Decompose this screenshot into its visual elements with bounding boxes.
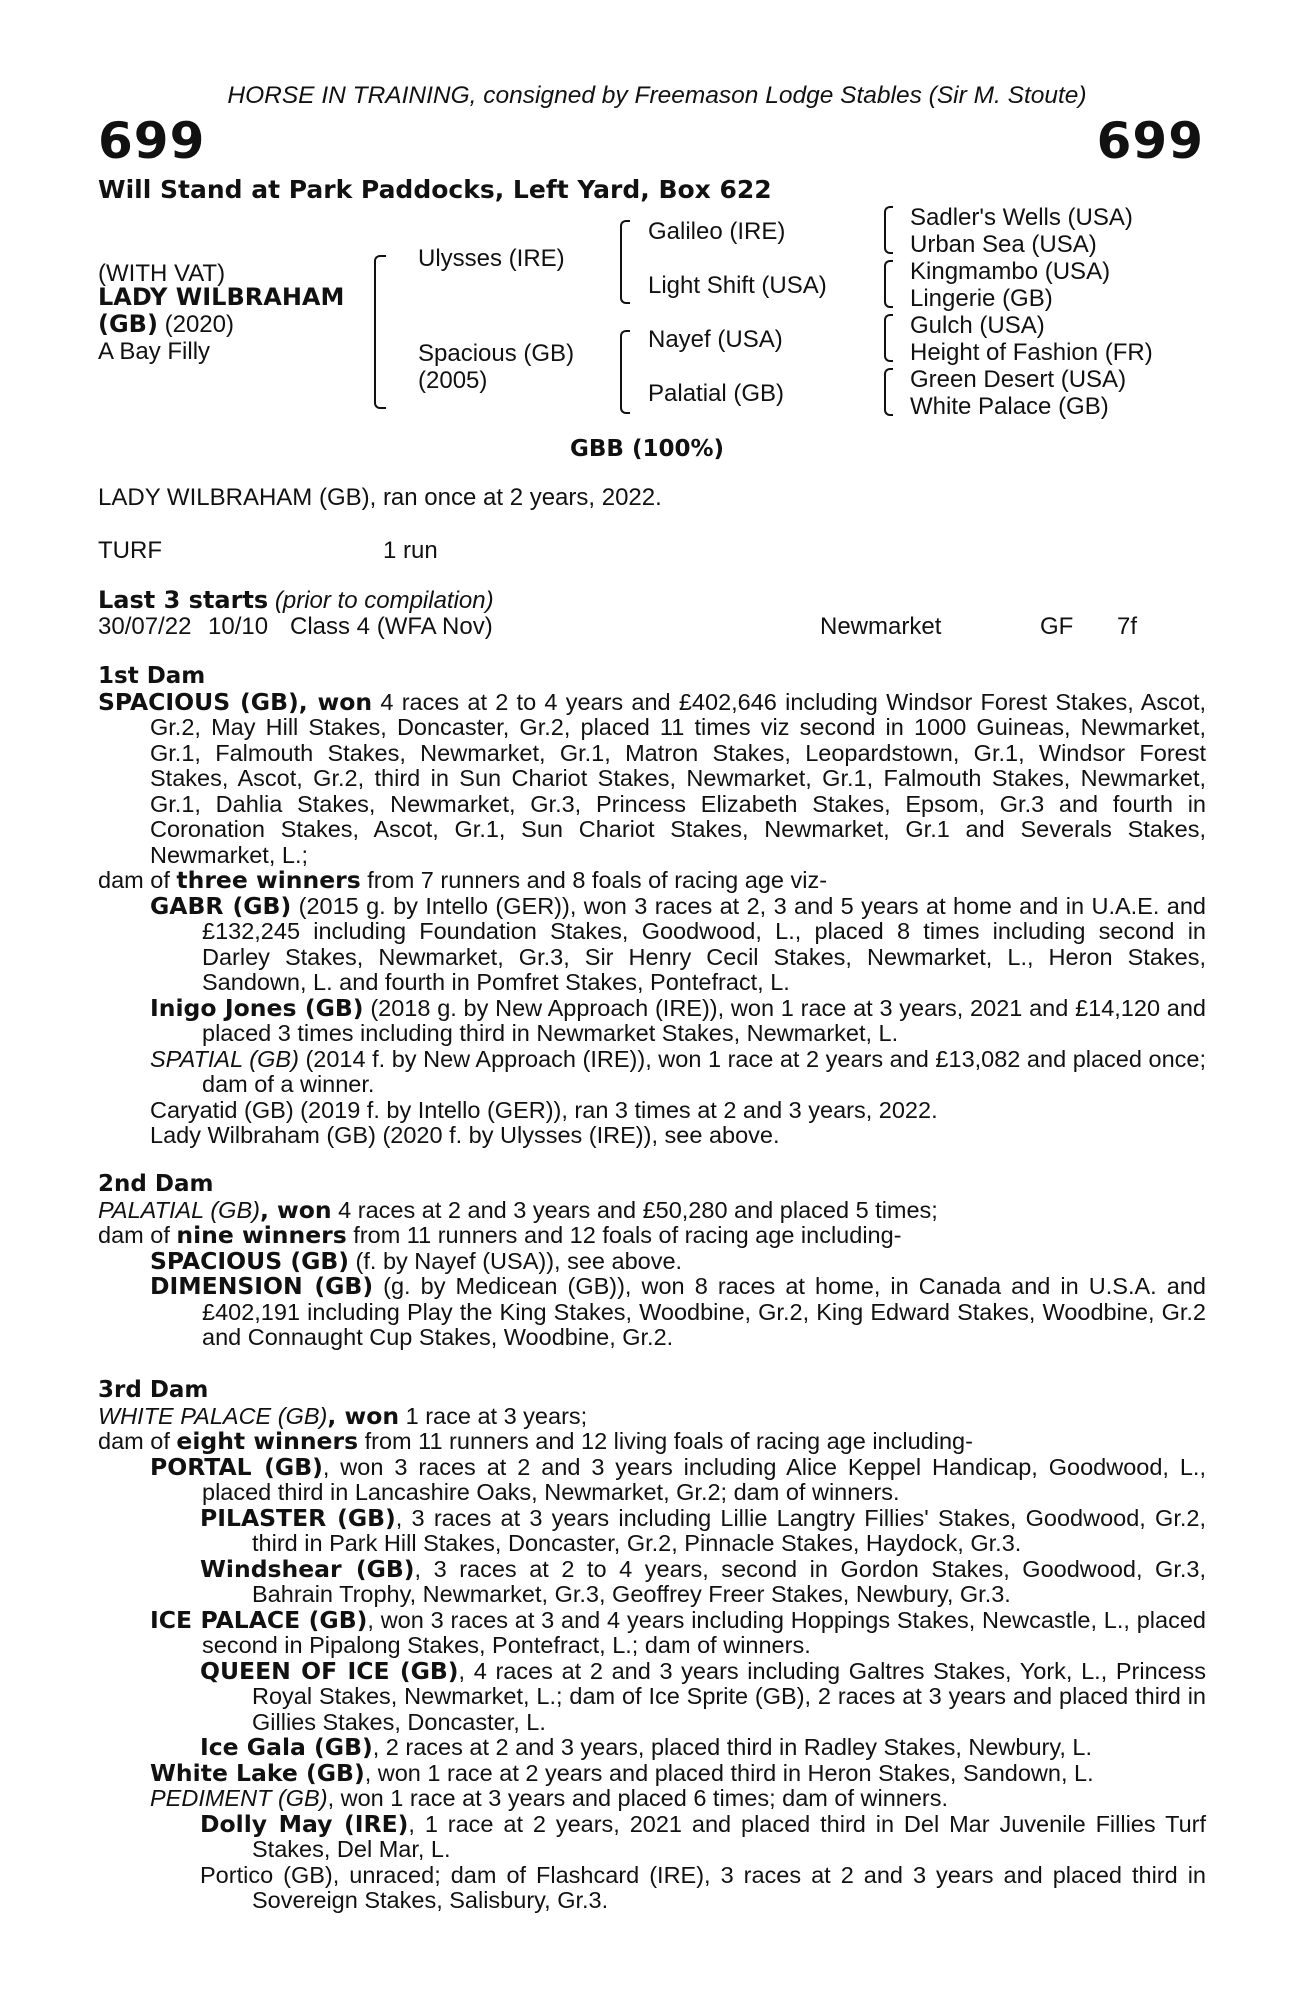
progeny-text: (g. by Medicean (GB)), won 8 races at home, in Canada and in U.S.A. and £402,191 including Play the King Stakes, Woodbine, Gr.2, King Edward Stakes, Woodbine, Gr.2 and Connaught Cup Stakes, Woodbine, Gr.2.: [202, 1273, 1206, 1350]
third-dam-record: [98, 1401, 1206, 1430]
progeny-text: (2015 g. by Intello (GER)), won 3 races at 2, 3 and 5 years at home and in U.A.E. and £132,245 including Foundation Stakes, Goodwood, L., placed 8 times including second in Darley Stakes, Newmarket, Gr.3, Sir Henry Cecil Stakes, Newmarket, L., Heron Stakes, Sandown, L. and fourth in Pomfret Stakes, Pontefract, L.: [202, 892, 1206, 995]
progeny-text: , won 3 races at 3 and 4 years including Hoppings Stakes, Newcastle, L., placed second in Pipalong Stakes, Pontefract, L.; dam of winners.: [202, 1606, 1206, 1658]
progeny-name: SPATIAL (GB): [150, 1045, 299, 1072]
lot-number-left: 699: [98, 112, 206, 170]
last-starts-heading: [98, 587, 494, 614]
third-dam-won: , won: [327, 1401, 400, 1430]
progeny-item: [150, 1246, 1206, 1275]
progeny-text: , 4 races at 2 and 3 years including Galtres Stakes, York, L., Princess Royal Stakes, Newmarket, L.; dam of Ice Sprite (GB), 2 races at 3 years and placed third in Gillies Stakes, Doncaster, L.: [252, 1657, 1206, 1735]
progeny-item: [150, 1047, 1206, 1098]
grand-progeny-item: [200, 1554, 1206, 1608]
ggsire-1: Sadler's Wells (USA): [910, 204, 1133, 231]
ggsire-5: Gulch (USA): [910, 312, 1045, 339]
progeny-name: Inigo Jones (GB): [150, 993, 364, 1022]
progeny-text: , 2 races at 2 and 3 years, placed third in Radley Stakes, Newbury, L.: [372, 1734, 1093, 1760]
progeny-text: Caryatid (GB) (2019 f. by Intello (GER)), ran 3 times at 2 and 3 years, 2022.: [150, 1096, 938, 1123]
progeny-text: (2014 f. by New Approach (IRE)), won 1 race at 2 years and £13,082 and placed once; dam of a winner.: [202, 1045, 1206, 1097]
progeny-text: , won 1 race at 2 years and placed third in Heron Stakes, Sandown, L.: [364, 1759, 1094, 1786]
ggsire-7: Green Desert (USA): [910, 366, 1127, 393]
ggdam-6: Height of Fashion (FR): [910, 339, 1153, 366]
brace-g56: [884, 314, 893, 362]
grand-progeny-item: [200, 1503, 1206, 1557]
horse-description: A Bay Filly: [98, 338, 211, 365]
progeny-name: GABR (GB): [150, 891, 292, 920]
start-going: GF: [1040, 613, 1074, 640]
dam: Spacious (GB): [418, 340, 575, 367]
progeny-text: , 1 race at 2 years, 2021 and placed third in Del Mar Juvenile Fillies Turf Stakes, Del Mar, L.: [252, 1810, 1206, 1862]
horse-name: LADY WILBRAHAM: [98, 283, 345, 311]
ggdam-4: Lingerie (GB): [910, 285, 1053, 312]
ggsire-3: Kingmambo (USA): [910, 258, 1111, 285]
grand-progeny-item: [200, 1735, 1206, 1761]
start-date: 30/07/22: [98, 613, 192, 640]
turf-label: TURF: [98, 537, 162, 564]
second-dam-record: [98, 1195, 1206, 1224]
first-dam-heading: 1st Dam: [98, 663, 206, 689]
dam-sire: Nayef (USA): [648, 326, 783, 353]
horse-year: (2020): [164, 311, 234, 338]
brace-sire: [620, 220, 630, 304]
start-race: Class 4 (WFA Nov): [290, 613, 493, 640]
race-summary: LADY WILBRAHAM (GB), ran once at 2 years, 2022.: [98, 484, 662, 511]
dam-year: (2005): [418, 367, 488, 394]
second-dam-won: , won: [259, 1195, 332, 1224]
third-dam-produce: [98, 1429, 1206, 1455]
progeny-text: (2018 g. by New Approach (IRE)), won 1 race at 3 years, 2021 and £14,120 and placed 3 times including third in Newmarket Stakes, Newmarket, L.: [202, 994, 1206, 1046]
third-dam-text: 1 race at 3 years;: [399, 1402, 588, 1429]
first-dam-record: [98, 687, 1206, 869]
start-position: 10/10: [208, 613, 269, 640]
vat-note: (WITH VAT): [98, 260, 226, 287]
produce-winners: nine winners: [176, 1221, 347, 1249]
brace-g12: [884, 206, 893, 254]
progeny-name: SPACIOUS (GB): [150, 1246, 350, 1275]
produce-pre: dam of: [98, 1428, 177, 1454]
progeny-text: (f. by Nayef (USA)), see above.: [349, 1247, 683, 1274]
progeny-name: Ice Gala (GB): [200, 1733, 373, 1761]
progeny-text: , 3 races at 2 to 4 years, second in Gordon Stakes, Goodwood, Gr.3, Bahrain Trophy, Newmarket, Gr.3, Geoffrey Freer Stakes, Newbury, Gr.3.: [252, 1555, 1206, 1607]
progeny-name: PEDIMENT (GB): [150, 1785, 328, 1811]
horse-country: (GB): [98, 310, 158, 338]
third-dam-name: WHITE PALACE (GB): [98, 1402, 328, 1429]
first-dam-section: [98, 664, 1206, 1149]
progeny-text: , won 1 race at 3 years and placed 6 times; dam of winners.: [327, 1785, 949, 1811]
ggdam-8: White Palace (GB): [910, 393, 1109, 420]
third-dam-heading: 3rd Dam: [98, 1377, 209, 1403]
progeny-name: White Lake (GB): [150, 1758, 365, 1787]
first-dam-text: 4 races at 2 to 4 years and £402,646 including Windsor Forest Stakes, Ascot, Gr.2, May Hill Stakes, Doncaster, Gr.2, placed 11 times viz second in 1000 Guineas, Newmarket, Gr.1, Falmouth Stakes, Newmarket, Gr.1, Matron Stakes, Leopardstown, Gr.1, Windsor Forest Stakes, Ascot, Gr.2, third in Sun Chariot Stakes, Newmarket, Gr.1, Falmouth Stakes, Newmarket, Gr.1, Dahlia Stakes, Newmarket, Gr.3, Princess Elizabeth Stakes, Epsom, Gr.3 and fourth in Coronation Stakes, Ascot, Gr.1, Sun Chariot Stakes, Newmarket, Gr.1 and Severals Stakes, Newmarket, L.;: [150, 688, 1206, 868]
brace-g34: [884, 260, 893, 308]
produce-post: from 11 runners and 12 foals of racing age including-: [346, 1222, 902, 1248]
second-dam-heading: 2nd Dam: [98, 1171, 214, 1197]
brace-dam: [620, 330, 630, 414]
produce-pre: dam of: [98, 867, 177, 893]
sire-dam: Light Shift (USA): [648, 272, 827, 299]
progeny-item: [150, 1098, 1206, 1124]
progeny-item: [150, 1786, 1206, 1812]
progeny-name: PILASTER (GB): [200, 1503, 396, 1532]
brace-1: [374, 255, 386, 409]
produce-pre: dam of: [98, 1222, 177, 1248]
progeny-item: [150, 1452, 1206, 1506]
grand-progeny-item: [200, 1863, 1206, 1914]
progeny-item: [150, 1123, 1206, 1149]
produce-winners: three winners: [176, 866, 361, 894]
dam-dam: Palatial (GB): [648, 380, 785, 407]
second-dam-text: 4 races at 2 and 3 years and £50,280 and placed 5 times;: [331, 1196, 938, 1223]
second-dam-name: PALATIAL (GB): [98, 1196, 260, 1223]
stand-location: Will Stand at Park Paddocks, Left Yard, Box 622: [98, 175, 772, 204]
progeny-name: ICE PALACE (GB): [150, 1605, 368, 1634]
horse-country-year: [98, 311, 234, 338]
progeny-item: [150, 891, 1206, 996]
third-dam-section: [98, 1378, 1206, 1914]
last-starts-note: (prior to compilation): [274, 587, 494, 614]
progeny-name: Windshear (GB): [200, 1554, 415, 1583]
breeding-percentage: GBB (100%): [570, 436, 725, 462]
progeny-name: Dolly May (IRE): [200, 1809, 409, 1838]
progeny-text: Lady Wilbraham (GB) (2020 f. by Ulysses (IRE)), see above.: [150, 1122, 780, 1148]
brace-g78: [884, 368, 893, 416]
progeny-item: [150, 1274, 1206, 1351]
grand-progeny-item: [200, 1656, 1206, 1736]
start-course: Newmarket: [820, 613, 942, 640]
turf-runs: 1 run: [383, 537, 438, 564]
progeny-item: [150, 1758, 1206, 1787]
progeny-name: PORTAL (GB): [150, 1452, 323, 1481]
first-dam-name: SPACIOUS (GB), won: [98, 687, 373, 716]
ggdam-2: Urban Sea (USA): [910, 231, 1097, 258]
progeny-text: , 3 races at 3 years including Lillie Langtry Fillies' Stakes, Goodwood, Gr.2, third in Park Hill Stakes, Doncaster, Gr.2, Pinnacle Stakes, Haydock, Gr.3.: [252, 1504, 1206, 1556]
lot-number-right: 699: [1096, 112, 1204, 170]
produce-post: from 11 runners and 12 living foals of racing age including-: [358, 1428, 973, 1454]
second-dam-section: [98, 1172, 1206, 1351]
progeny-text: , won 3 races at 2 and 3 years including Alice Keppel Handicap, Goodwood, L., placed third in Lancashire Oaks, Newmarket, Gr.2; dam of winners.: [202, 1453, 1206, 1505]
first-dam-produce: [98, 868, 1206, 894]
sire: Ulysses (IRE): [418, 245, 565, 272]
second-dam-produce: [98, 1223, 1206, 1249]
last-starts-title: Last 3 starts: [98, 586, 269, 614]
produce-post: from 7 runners and 8 foals of racing age viz-: [360, 867, 828, 893]
progeny-name: DIMENSION (GB): [150, 1272, 374, 1300]
grand-progeny-item: [200, 1809, 1206, 1863]
sire-sire: Galileo (IRE): [648, 218, 786, 245]
produce-winners: eight winners: [176, 1427, 359, 1455]
start-distance: 7f: [1117, 613, 1138, 640]
progeny-text: Portico (GB), unraced; dam of Flashcard (IRE), 3 races at 2 and 3 years and placed third in Sovereign Stakes, Salisbury, Gr.3.: [200, 1861, 1206, 1913]
consignor-header: HORSE IN TRAINING, consigned by Freemason Lodge Stables (Sir M. Stoute): [227, 82, 1087, 109]
progeny-item: [150, 993, 1206, 1047]
progeny-name: QUEEN OF ICE (GB): [200, 1656, 459, 1685]
progeny-item: [150, 1605, 1206, 1659]
